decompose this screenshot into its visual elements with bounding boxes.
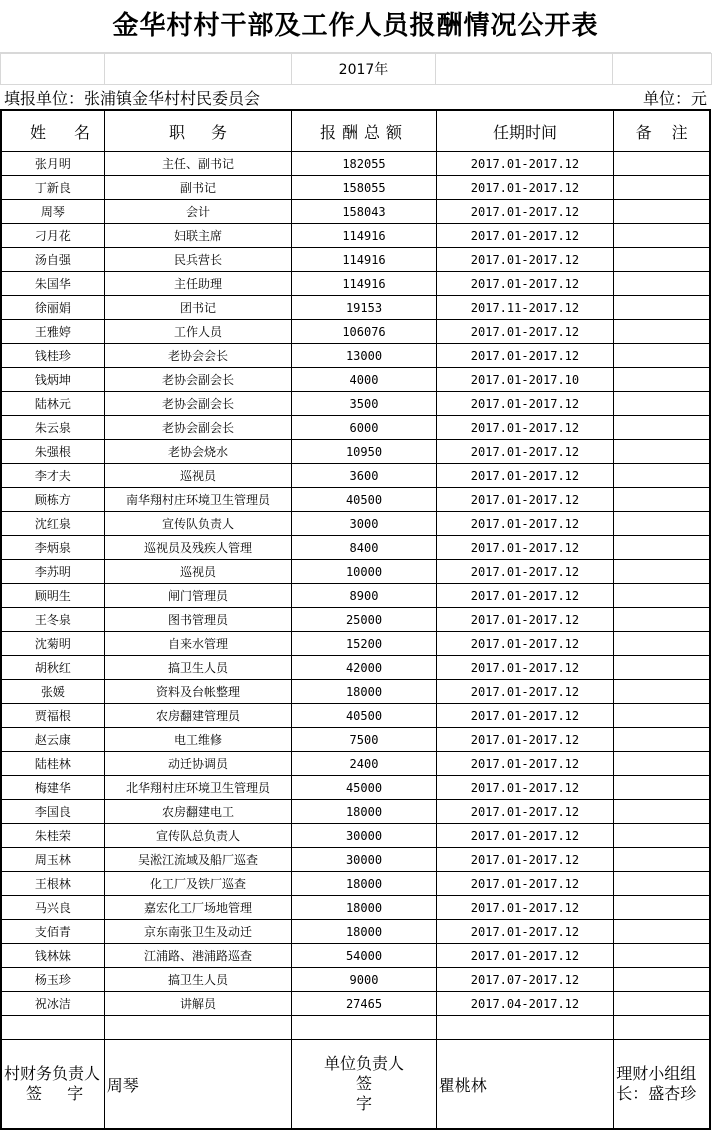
cell-term: 2017.01-2017.12 <box>436 896 614 920</box>
cell-pay: 42000 <box>292 656 436 680</box>
table-row <box>1 968 710 992</box>
cell-position: 巡视员 <box>104 464 292 488</box>
cell-pay: 9000 <box>292 968 436 992</box>
blank-cell <box>436 54 613 85</box>
cell-pay: 8900 <box>292 584 436 608</box>
cell-name: 钱炳坤 <box>1 368 104 392</box>
cell-position: 南华翔村庄环境卫生管理员 <box>104 488 292 512</box>
cell-remark <box>614 200 710 224</box>
cell-name: 支佰青 <box>1 920 104 944</box>
unit-signature-label <box>292 1040 436 1130</box>
cell-remark <box>614 272 710 296</box>
cell-position: 宣传队总负责人 <box>104 824 292 848</box>
cell-pay: 114916 <box>292 272 436 296</box>
table-row <box>1 872 710 896</box>
cell-position: 电工维修 <box>104 728 292 752</box>
cell-remark <box>614 920 710 944</box>
cell-pay: 18000 <box>292 680 436 704</box>
cell-term: 2017.01-2017.12 <box>436 464 614 488</box>
cell-name: 陆林元 <box>1 392 104 416</box>
cell-pay: 18000 <box>292 920 436 944</box>
cell-pay: 114916 <box>292 248 436 272</box>
cell-position: 主任助理 <box>104 272 292 296</box>
cell-pay: 158055 <box>292 176 436 200</box>
cell-remark <box>614 248 710 272</box>
unit-signature-name: 瞿桃林 <box>436 1040 614 1130</box>
cell-name: 沈红泉 <box>1 512 104 536</box>
cell-pay: 8400 <box>292 536 436 560</box>
cell-remark <box>614 344 710 368</box>
column-header-pay: 报酬总额 <box>292 110 436 152</box>
cell-term: 2017.01-2017.12 <box>436 920 614 944</box>
cell-position: 资料及台帐整理 <box>104 680 292 704</box>
cell-remark <box>614 440 710 464</box>
cell-remark <box>614 416 710 440</box>
cell-term: 2017.01-2017.12 <box>436 728 614 752</box>
table-row <box>1 992 710 1016</box>
cell-pay: 3600 <box>292 464 436 488</box>
column-header-row <box>1 110 710 152</box>
info-row <box>0 85 711 109</box>
table-row <box>1 152 710 176</box>
table-row <box>1 752 710 776</box>
cell-name: 刁月花 <box>1 224 104 248</box>
pay-table <box>0 109 711 1130</box>
cell-name: 贾福根 <box>1 704 104 728</box>
cell-remark <box>614 392 710 416</box>
table-row <box>1 296 710 320</box>
cell-term: 2017.01-2017.12 <box>436 680 614 704</box>
cell-position: 巡视员 <box>104 560 292 584</box>
cell-name: 李国良 <box>1 800 104 824</box>
cell-position: 老协会会长 <box>104 344 292 368</box>
cell-pay: 114916 <box>292 224 436 248</box>
cell-pay: 3000 <box>292 512 436 536</box>
cell-position: 讲解员 <box>104 992 292 1016</box>
cell-term: 2017.11-2017.12 <box>436 296 614 320</box>
cell-pay: 7500 <box>292 728 436 752</box>
cell-term: 2017.01-2017.12 <box>436 440 614 464</box>
cell-remark <box>614 896 710 920</box>
cell-name: 丁新良 <box>1 176 104 200</box>
table-row <box>1 608 710 632</box>
table-row <box>1 464 710 488</box>
cell-remark <box>614 488 710 512</box>
cell-name: 张媛 <box>1 680 104 704</box>
cell-term: 2017.01-2017.12 <box>436 608 614 632</box>
cell-remark <box>614 944 710 968</box>
table-row <box>1 680 710 704</box>
cell-remark <box>614 776 710 800</box>
table-row <box>1 800 710 824</box>
cell-term: 2017.01-2017.12 <box>436 392 614 416</box>
cell-term: 2017.01-2017.12 <box>436 224 614 248</box>
group-label-line2: 长：盛杏珍 <box>616 1084 697 1103</box>
table-row <box>1 776 710 800</box>
blank-cell <box>104 1016 292 1040</box>
cell-name: 周玉林 <box>1 848 104 872</box>
cell-name: 朱桂荣 <box>1 824 104 848</box>
cell-position: 嘉宏化工厂场地管理 <box>104 896 292 920</box>
cell-remark <box>614 872 710 896</box>
blank-cell <box>1 54 105 85</box>
cell-pay: 25000 <box>292 608 436 632</box>
blank-cell <box>614 1016 710 1040</box>
cell-term: 2017.01-2017.12 <box>436 200 614 224</box>
cell-pay: 3500 <box>292 392 436 416</box>
cell-term: 2017.01-2017.12 <box>436 584 614 608</box>
cell-remark <box>614 800 710 824</box>
cell-position: 团书记 <box>104 296 292 320</box>
cell-position: 老协会副会长 <box>104 368 292 392</box>
reporting-unit: 填报单位：张浦镇金华村村民委员会 <box>4 88 261 108</box>
cell-term: 2017.07-2017.12 <box>436 968 614 992</box>
table-row <box>1 440 710 464</box>
cell-term: 2017.01-2017.12 <box>436 872 614 896</box>
table-row <box>1 824 710 848</box>
cell-position: 民兵营长 <box>104 248 292 272</box>
cell-position: 搞卫生人员 <box>104 656 292 680</box>
cell-pay: 10000 <box>292 560 436 584</box>
finance-label-line1: 村财务负责人 <box>4 1064 101 1083</box>
cell-position: 农房翻建电工 <box>104 800 292 824</box>
cell-remark <box>614 680 710 704</box>
cell-position: 老协会烧水 <box>104 440 292 464</box>
cell-position: 老协会副会长 <box>104 392 292 416</box>
cell-name: 李炳泉 <box>1 536 104 560</box>
cell-remark <box>614 320 710 344</box>
table-row <box>1 176 710 200</box>
table-row <box>1 728 710 752</box>
table-row <box>1 560 710 584</box>
cell-pay: 2400 <box>292 752 436 776</box>
blank-cell <box>1 1016 104 1040</box>
cell-term: 2017.01-2017.12 <box>436 560 614 584</box>
cell-name: 杨玉珍 <box>1 968 104 992</box>
cell-position: 宣传队负责人 <box>104 512 292 536</box>
cell-remark <box>614 368 710 392</box>
unit-label-line2: 签 字 <box>355 1074 402 1113</box>
table-row <box>1 416 710 440</box>
finance-signature-label <box>1 1040 104 1130</box>
finance-signature-name: 周琴 <box>104 1040 292 1130</box>
cell-pay: 6000 <box>292 416 436 440</box>
table-row <box>1 248 710 272</box>
cell-term: 2017.01-2017.12 <box>436 656 614 680</box>
cell-remark <box>614 992 710 1016</box>
cell-pay: 40500 <box>292 704 436 728</box>
cell-term: 2017.01-2017.12 <box>436 152 614 176</box>
column-header-term: 任期时间 <box>436 110 614 152</box>
cell-position: 京东南张卫生及动迁 <box>104 920 292 944</box>
cell-name: 李苏明 <box>1 560 104 584</box>
column-header-name: 姓名 <box>1 110 104 152</box>
cell-name: 胡秋红 <box>1 656 104 680</box>
table-row <box>1 896 710 920</box>
table-row <box>1 272 710 296</box>
cell-name: 张月明 <box>1 152 104 176</box>
cell-position: 闸门管理员 <box>104 584 292 608</box>
cell-remark <box>614 632 710 656</box>
table-row <box>1 704 710 728</box>
cell-name: 赵云康 <box>1 728 104 752</box>
cell-position: 江浦路、港浦路巡查 <box>104 944 292 968</box>
cell-remark <box>614 968 710 992</box>
table-row <box>1 488 710 512</box>
cell-name: 周琴 <box>1 200 104 224</box>
cell-position: 巡视员及残疾人管理 <box>104 536 292 560</box>
cell-pay: 19153 <box>292 296 436 320</box>
cell-term: 2017.01-2017.12 <box>436 824 614 848</box>
blank-cell <box>105 54 292 85</box>
cell-remark <box>614 848 710 872</box>
cell-remark <box>614 728 710 752</box>
blank-cell <box>292 1016 436 1040</box>
cell-remark <box>614 608 710 632</box>
cell-remark <box>614 752 710 776</box>
cell-name: 马兴良 <box>1 896 104 920</box>
table-row <box>1 344 710 368</box>
cell-pay: 4000 <box>292 368 436 392</box>
cell-pay: 45000 <box>292 776 436 800</box>
cell-name: 王根林 <box>1 872 104 896</box>
cell-pay: 18000 <box>292 872 436 896</box>
table-row <box>1 392 710 416</box>
cell-remark <box>614 824 710 848</box>
cell-name: 王冬泉 <box>1 608 104 632</box>
cell-term: 2017.01-2017.12 <box>436 344 614 368</box>
table-row <box>1 320 710 344</box>
cell-term: 2017.01-2017.12 <box>436 944 614 968</box>
currency-unit: 单位：元 <box>642 88 707 108</box>
cell-term: 2017.01-2017.12 <box>436 848 614 872</box>
cell-pay: 27465 <box>292 992 436 1016</box>
cell-remark <box>614 296 710 320</box>
cell-remark <box>614 464 710 488</box>
table-row <box>1 200 710 224</box>
cell-term: 2017.01-2017.12 <box>436 632 614 656</box>
cell-name: 祝冰洁 <box>1 992 104 1016</box>
cell-position: 搞卫生人员 <box>104 968 292 992</box>
cell-term: 2017.01-2017.10 <box>436 368 614 392</box>
cell-name: 朱国华 <box>1 272 104 296</box>
group-leader-signature <box>614 1040 710 1130</box>
cell-name: 顾明生 <box>1 584 104 608</box>
table-row <box>1 584 710 608</box>
cell-pay: 158043 <box>292 200 436 224</box>
cell-position: 北华翔村庄环境卫生管理员 <box>104 776 292 800</box>
cell-name: 汤自强 <box>1 248 104 272</box>
blank-cell <box>436 1016 614 1040</box>
cell-position: 动迁协调员 <box>104 752 292 776</box>
cell-position: 主任、副书记 <box>104 152 292 176</box>
cell-pay: 18000 <box>292 800 436 824</box>
column-header-remark: 备注 <box>614 110 710 152</box>
cell-pay: 18000 <box>292 896 436 920</box>
cell-name: 李才夫 <box>1 464 104 488</box>
cell-term: 2017.01-2017.12 <box>436 800 614 824</box>
cell-term: 2017.01-2017.12 <box>436 176 614 200</box>
cell-pay: 13000 <box>292 344 436 368</box>
cell-pay: 182055 <box>292 152 436 176</box>
cell-position: 妇联主席 <box>104 224 292 248</box>
cell-name: 钱林妹 <box>1 944 104 968</box>
cell-position: 会计 <box>104 200 292 224</box>
cell-position: 工作人员 <box>104 320 292 344</box>
cell-term: 2017.01-2017.12 <box>436 536 614 560</box>
page-title: 金华村村干部及工作人员报酬情况公开表 <box>0 0 711 53</box>
table-row <box>1 512 710 536</box>
group-label-line1: 理财小组组 <box>616 1064 697 1083</box>
table-row <box>1 656 710 680</box>
cell-name: 陆桂林 <box>1 752 104 776</box>
cell-name: 梅建华 <box>1 776 104 800</box>
cell-name: 朱云泉 <box>1 416 104 440</box>
table-row <box>1 224 710 248</box>
header-grid <box>0 53 712 85</box>
cell-term: 2017.04-2017.12 <box>436 992 614 1016</box>
table-row <box>1 848 710 872</box>
cell-pay: 30000 <box>292 824 436 848</box>
cell-pay: 10950 <box>292 440 436 464</box>
cell-position: 农房翻建管理员 <box>104 704 292 728</box>
cell-position: 吴淞江流域及船厂巡查 <box>104 848 292 872</box>
cell-term: 2017.01-2017.12 <box>436 320 614 344</box>
cell-name: 朱强根 <box>1 440 104 464</box>
year-label: 2017年 <box>292 54 436 85</box>
empty-row <box>1 1016 710 1040</box>
cell-position: 图书管理员 <box>104 608 292 632</box>
cell-position: 老协会副会长 <box>104 416 292 440</box>
table-row <box>1 920 710 944</box>
cell-remark <box>614 176 710 200</box>
cell-term: 2017.01-2017.12 <box>436 272 614 296</box>
cell-pay: 30000 <box>292 848 436 872</box>
cell-term: 2017.01-2017.12 <box>436 776 614 800</box>
cell-position: 化工厂及铁厂巡查 <box>104 872 292 896</box>
cell-pay: 106076 <box>292 320 436 344</box>
cell-pay: 54000 <box>292 944 436 968</box>
cell-remark <box>614 704 710 728</box>
cell-position: 副书记 <box>104 176 292 200</box>
cell-term: 2017.01-2017.12 <box>436 704 614 728</box>
cell-name: 顾栋方 <box>1 488 104 512</box>
cell-remark <box>614 536 710 560</box>
cell-position: 自来水管理 <box>104 632 292 656</box>
cell-remark <box>614 560 710 584</box>
cell-name: 钱桂珍 <box>1 344 104 368</box>
cell-term: 2017.01-2017.12 <box>436 416 614 440</box>
column-header-position: 职务 <box>104 110 292 152</box>
cell-term: 2017.01-2017.12 <box>436 248 614 272</box>
cell-pay: 40500 <box>292 488 436 512</box>
table-row <box>1 536 710 560</box>
cell-remark <box>614 152 710 176</box>
table-row <box>1 944 710 968</box>
cell-remark <box>614 656 710 680</box>
cell-term: 2017.01-2017.12 <box>436 512 614 536</box>
signature-row <box>1 1040 710 1130</box>
cell-term: 2017.01-2017.12 <box>436 488 614 512</box>
table-row <box>1 632 710 656</box>
cell-remark <box>614 512 710 536</box>
finance-label-line2: 签 字 <box>26 1084 94 1103</box>
cell-name: 沈菊明 <box>1 632 104 656</box>
cell-pay: 15200 <box>292 632 436 656</box>
cell-term: 2017.01-2017.12 <box>436 752 614 776</box>
cell-name: 王雅婷 <box>1 320 104 344</box>
cell-name: 徐丽娟 <box>1 296 104 320</box>
cell-remark <box>614 584 710 608</box>
unit-label-line1: 单位负责人 <box>323 1054 404 1073</box>
cell-remark <box>614 224 710 248</box>
blank-cell <box>613 54 712 85</box>
table-row <box>1 368 710 392</box>
